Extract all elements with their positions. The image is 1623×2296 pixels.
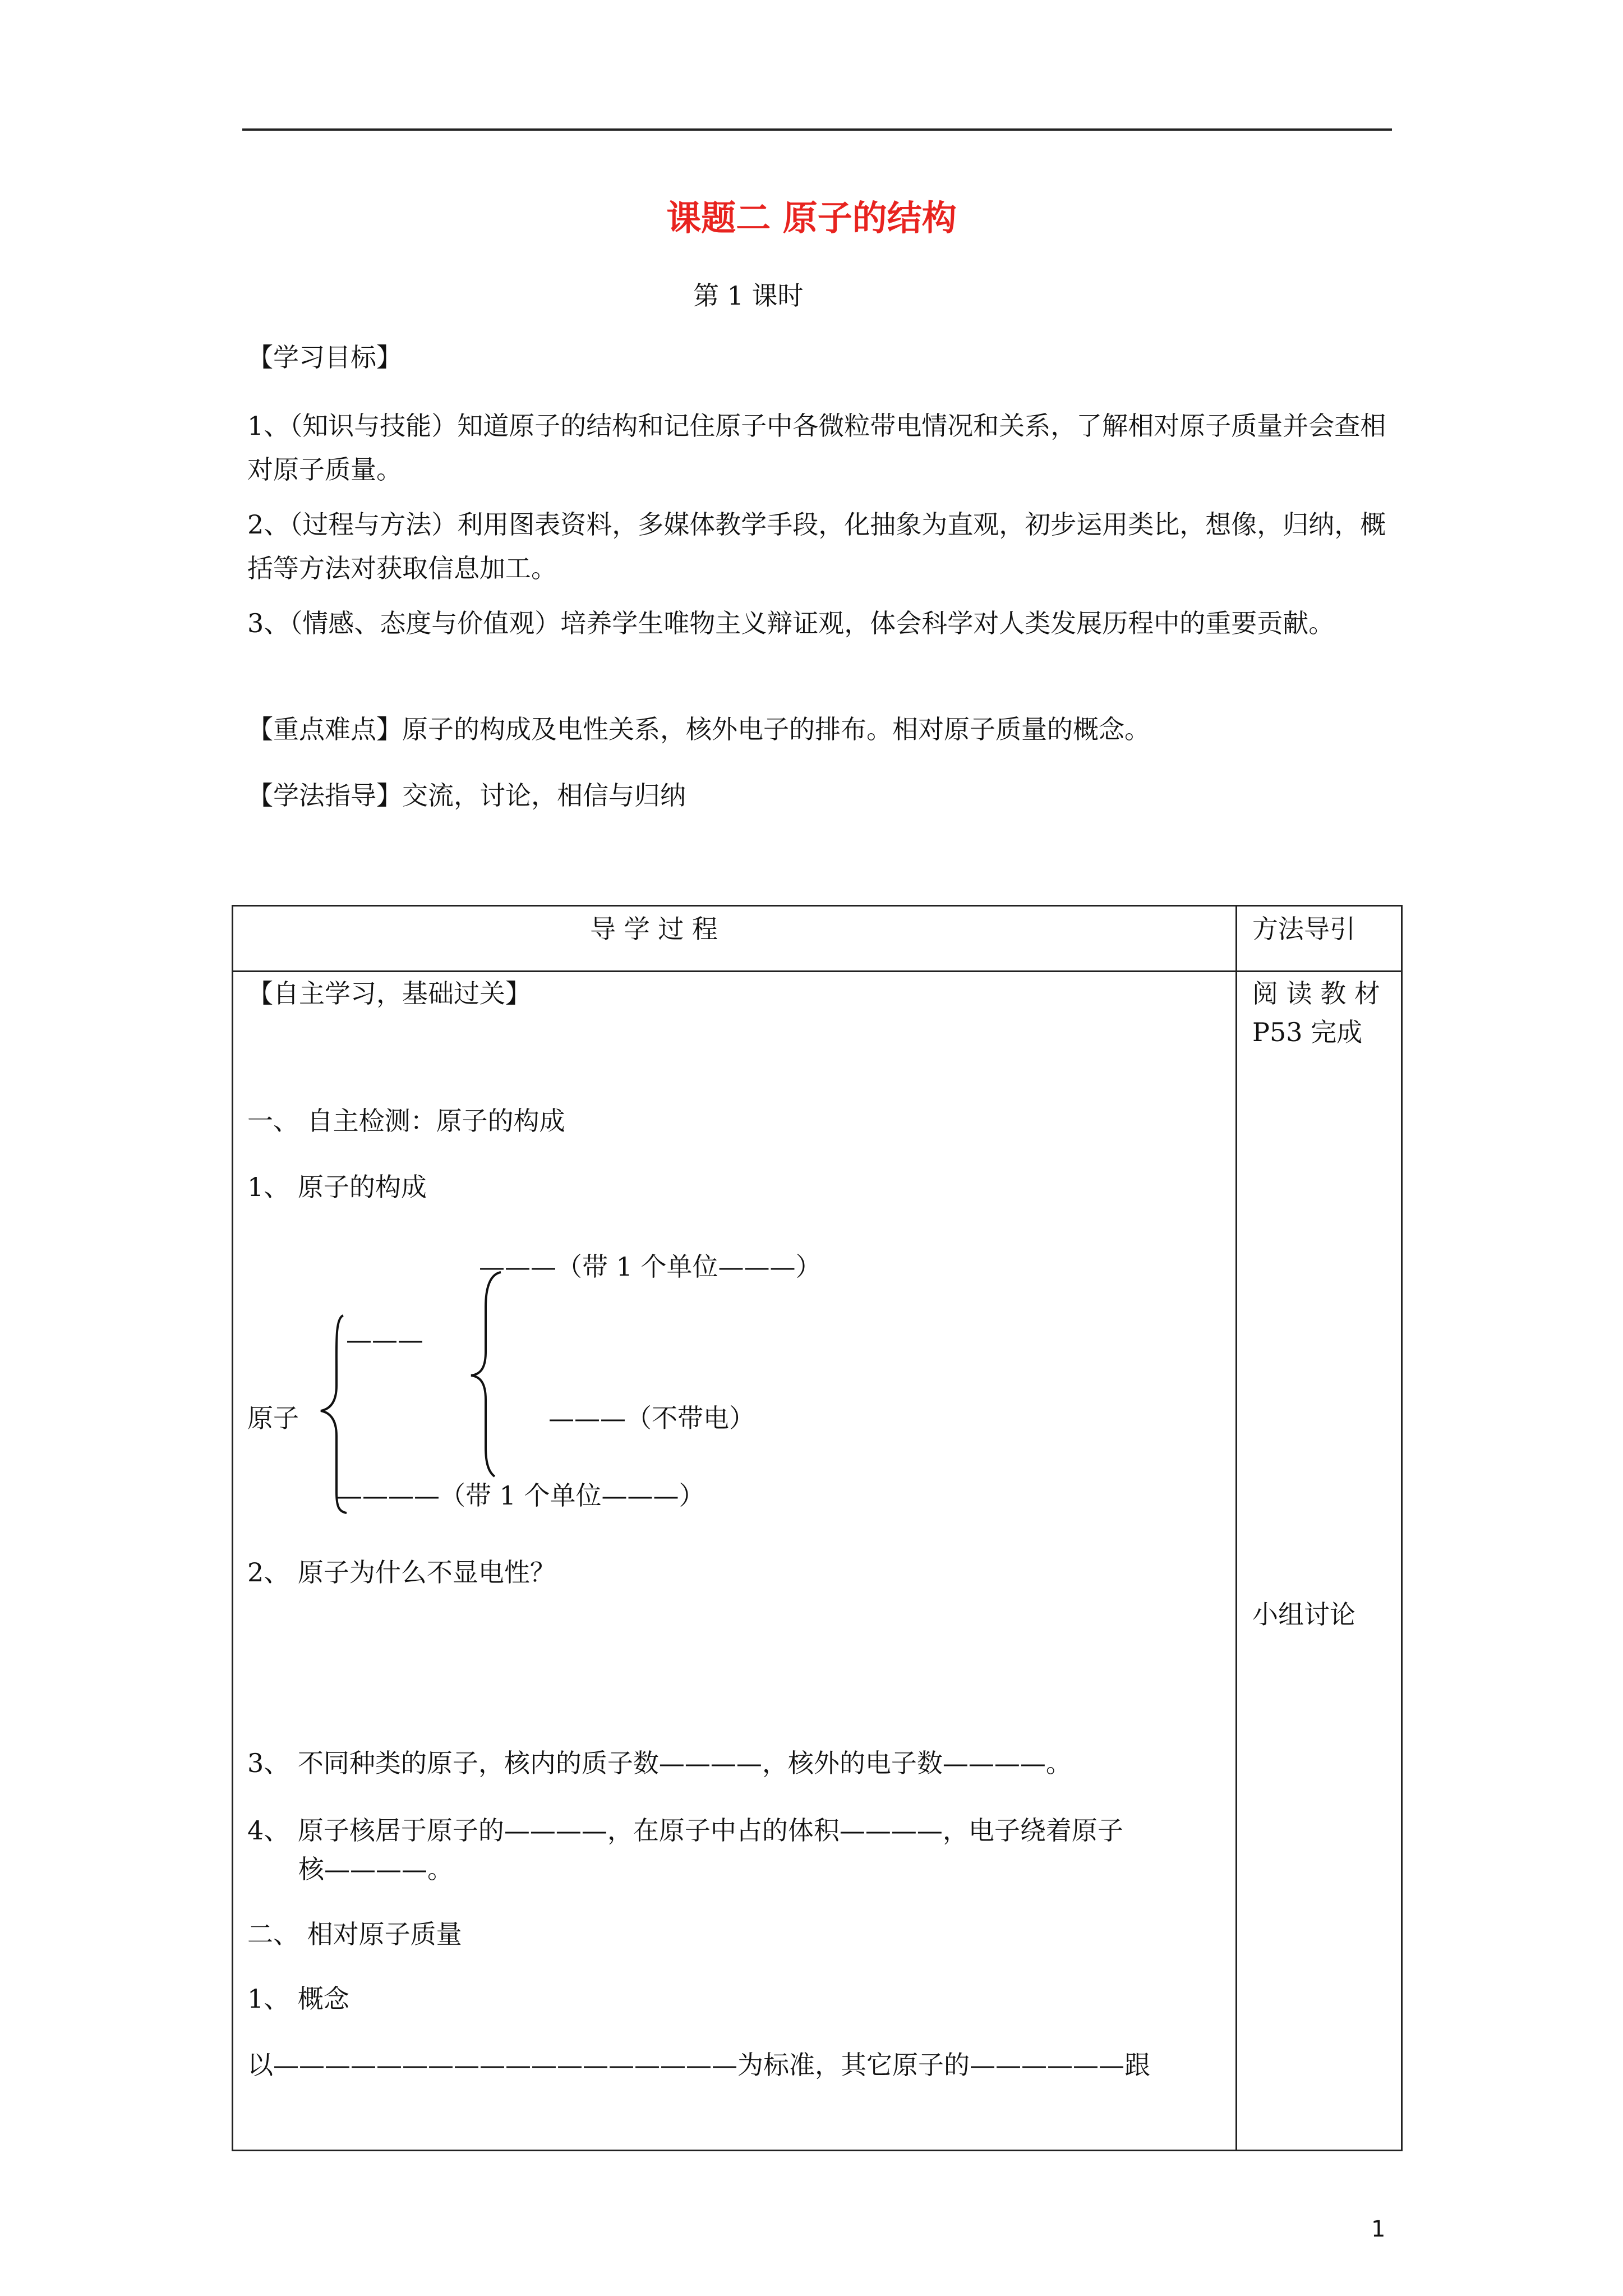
lesson-label: 第 1 课时 bbox=[693, 280, 804, 311]
atom-label: 原子 bbox=[247, 1403, 299, 1433]
objective-2: 2、（过程与方法）利用图表资料，多媒体教学手段，化抽象为直观，初步运用类比，想像，归纳，概括等方法对获取信息加工。 bbox=[247, 509, 1386, 583]
part2-title: 二、 相对原子质量 bbox=[247, 1919, 462, 1949]
question-3: 3、 不同种类的原子，核内的质子数————，核外的电子数————。 bbox=[247, 1748, 1072, 1778]
study-method: 【学法指导】交流，讨论，相信与归纳 bbox=[247, 780, 686, 811]
concept-line: 以——————————————————为标准，其它原子的——————跟 bbox=[247, 2050, 1150, 2080]
objective-3: 3、（情感、态度与价值观）培养学生唯物主义辩证观，体会科学对人类发展历程中的重要贡献。 bbox=[247, 608, 1335, 638]
objective-1: 1、（知识与技能）知道原子的结构和记住原子中各微粒带电情况和关系，了解相对原子质量并会查相对原子质量。 bbox=[247, 411, 1386, 485]
side-note-group: 小组讨论 bbox=[1252, 1599, 1355, 1630]
inner-brace bbox=[471, 1272, 501, 1476]
page-number: 1 bbox=[1371, 2216, 1386, 2242]
table-header-main: 导 学 过 程 bbox=[590, 914, 718, 944]
neutron-line: ———（不带电） bbox=[548, 1403, 755, 1433]
nucleus-blank: ——— bbox=[346, 1324, 423, 1355]
outer-brace bbox=[321, 1315, 347, 1513]
side-note-read-line-1: 阅 读 教 材 bbox=[1252, 978, 1380, 1009]
question-4-line-1: 4、 原子核居于原子的————，在原子中占的体积————，电子绕着原子 bbox=[247, 1815, 1123, 1846]
key-points: 【重点难点】原子的构成及电性关系，核外电子的排布。相对原子质量的概念。 bbox=[247, 714, 1150, 744]
part1-title: 一、 自主检测：原子的构成 bbox=[247, 1106, 565, 1136]
question-2: 2、 原子为什么不显电性？ bbox=[247, 1557, 556, 1588]
proton-line: ———（带 1 个单位———） bbox=[479, 1251, 822, 1282]
table-header-side: 方法导引 bbox=[1252, 914, 1355, 944]
question-1: 1、 原子的构成 bbox=[247, 1172, 427, 1202]
electron-line: ————（带 1 个单位———） bbox=[336, 1480, 705, 1511]
concept-heading: 1、 概念 bbox=[247, 1984, 349, 2014]
page-title: 课题二 原子的结构 bbox=[666, 197, 957, 238]
objectives-heading: 【学习目标】 bbox=[247, 342, 402, 372]
question-4-line-2: 核————。 bbox=[298, 1854, 453, 1884]
side-note-read-line-2: P53 完成 bbox=[1252, 1017, 1363, 1047]
section-label: 【自主学习，基础过关】 bbox=[247, 978, 531, 1009]
